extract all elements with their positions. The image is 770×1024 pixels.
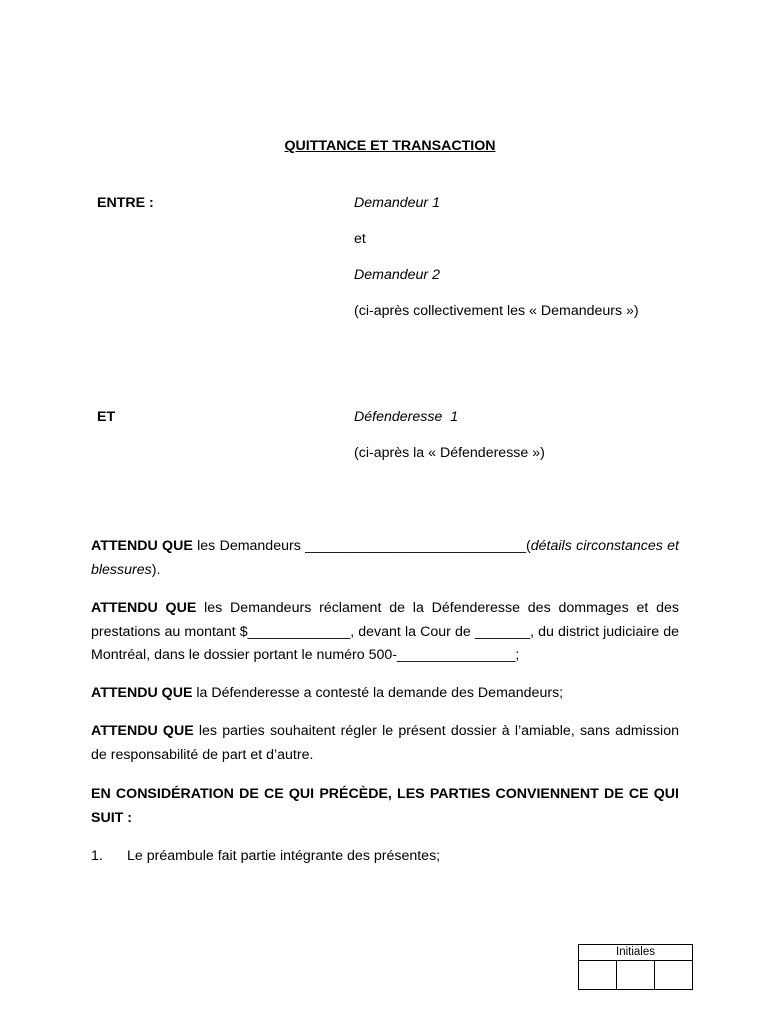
document-title: QUITTANCE ET TRANSACTION (284, 138, 496, 154)
initials-cells (579, 961, 692, 990)
whereas-text: les parties souhaitent régler le présent dossier à l’amiable, sans admission de responsabilité de part et d’autre. (91, 723, 679, 763)
initials-cell[interactable] (617, 961, 655, 990)
plaintiff-1: Demandeur 1 (354, 195, 440, 211)
whereas-lead: ATTENDU QUE (91, 600, 197, 616)
consideration-paragraph: EN CONSIDÉRATION DE CE QUI PRÉCÈDE, LES PARTIES CONVIENNENT DE CE QUI SUIT : (91, 786, 679, 826)
whereas-italic: détails circonstances et blessures (91, 538, 680, 578)
whereas-paragraph-1 (91, 535, 679, 582)
defendant-1: Défenderesse 1 (354, 409, 459, 425)
initials-box (578, 944, 693, 990)
initials-label: Initiales (579, 945, 692, 961)
and-word: et (354, 231, 366, 247)
whereas-paragraph-2 (91, 597, 679, 668)
initials-cell[interactable] (655, 961, 692, 990)
whereas-text: les Demandeurs ____________________________( (192, 538, 531, 554)
whereas-paragraph-4 (91, 720, 679, 767)
initials-cell[interactable] (579, 961, 617, 990)
item-1-number: 1. (91, 848, 103, 864)
between-label: ENTRE : (97, 195, 154, 211)
plaintiffs-note: (ci-après collectivement les « Demandeurs ») (354, 303, 639, 319)
whereas-lead: ATTENDU QUE (91, 685, 193, 701)
whereas-text-end: ). (151, 561, 161, 578)
plaintiff-2: Demandeur 2 (354, 267, 440, 283)
whereas-paragraph-3 (91, 682, 679, 706)
whereas-lead: ATTENDU QUE (91, 723, 194, 739)
defendant-note: (ci-après la « Défenderesse ») (354, 445, 545, 461)
whereas-text: la Défenderesse a contesté la demande des Demandeurs; (192, 685, 564, 701)
whereas-lead: ATTENDU QUE (91, 538, 193, 554)
and-label: ET (97, 409, 116, 425)
whereas-text: les Demandeurs réclament de la Défenderesse des dommages et des prestations au montant $_____________, devant la Cour de _______, du district judiciaire de Montréal, dans le dossier portant le numéro 500-_______________; (91, 600, 679, 663)
item-1-text: Le préambule fait partie intégrante des présentes; (127, 848, 441, 864)
